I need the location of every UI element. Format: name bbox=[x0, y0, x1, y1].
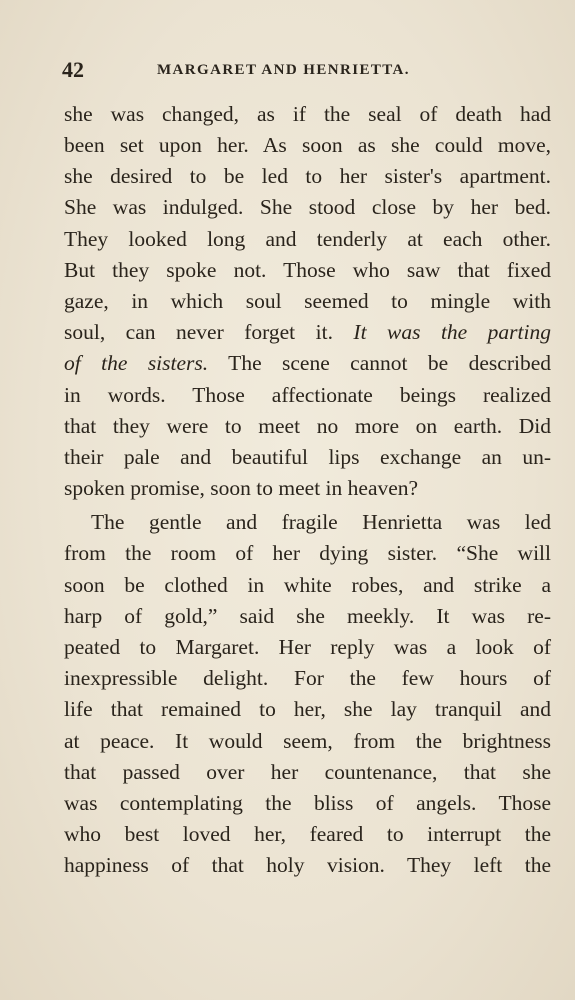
text-line: was contemplating the bliss of angels. Those bbox=[64, 791, 551, 815]
text-line: at peace. It would seem, from the brightness bbox=[64, 729, 551, 753]
text-line: she was changed, as if the seal of death had bbox=[64, 102, 551, 126]
text-line: spoken promise, soon to meet in heaven? bbox=[64, 476, 419, 500]
text-line: She was indulged. She stood close by her bed. bbox=[64, 195, 551, 219]
text-line: been set upon her. As soon as she could move, bbox=[64, 133, 551, 157]
running-title: MARGARET AND HENRIETTA. bbox=[157, 62, 410, 78]
text-line: gaze, in which soul seemed to mingle with bbox=[64, 289, 551, 313]
text-line: she desired to be led to her sister's apartment. bbox=[64, 164, 551, 188]
text-line bbox=[64, 316, 551, 348]
paragraph-first-line: The gentle and fragile Henrietta was led bbox=[91, 510, 551, 534]
text-line: But they spoke not. Those who saw that fixed bbox=[64, 258, 551, 282]
text-line: peated to Margaret. Her reply was a look of bbox=[64, 635, 551, 659]
text-line bbox=[64, 347, 551, 379]
text-line: inexpressible delight. For the few hours of bbox=[64, 666, 551, 690]
text-line: that passed over her countenance, that she bbox=[64, 760, 551, 784]
text-line: happiness of that holy vision. They left the bbox=[64, 853, 551, 877]
text-line: harp of gold,” said she meekly. It was re- bbox=[64, 604, 551, 628]
text-line: from the room of her dying sister. “She will bbox=[64, 541, 551, 565]
text-line: life that remained to her, she lay tranquil and bbox=[64, 697, 551, 721]
text-segment: soul, can never forget it. bbox=[64, 320, 354, 344]
text-line: who best loved her, feared to interrupt the bbox=[64, 822, 551, 846]
page-number: 42 bbox=[62, 57, 84, 82]
text-segment: The scene cannot be described bbox=[208, 351, 551, 375]
text-line: that they were to meet no more on earth. Did bbox=[64, 414, 551, 438]
italic-phrase: It was the parting bbox=[353, 320, 551, 344]
text-line: their pale and beautiful lips exchange an un- bbox=[64, 445, 551, 469]
text-line: in words. Those affectionate beings realized bbox=[64, 383, 551, 407]
page-header bbox=[62, 57, 550, 85]
text-line: soon be clothed in white robes, and strike a bbox=[64, 573, 551, 597]
italic-phrase: of the sisters. bbox=[64, 351, 209, 375]
text-line: They looked long and tenderly at each other. bbox=[64, 227, 551, 251]
